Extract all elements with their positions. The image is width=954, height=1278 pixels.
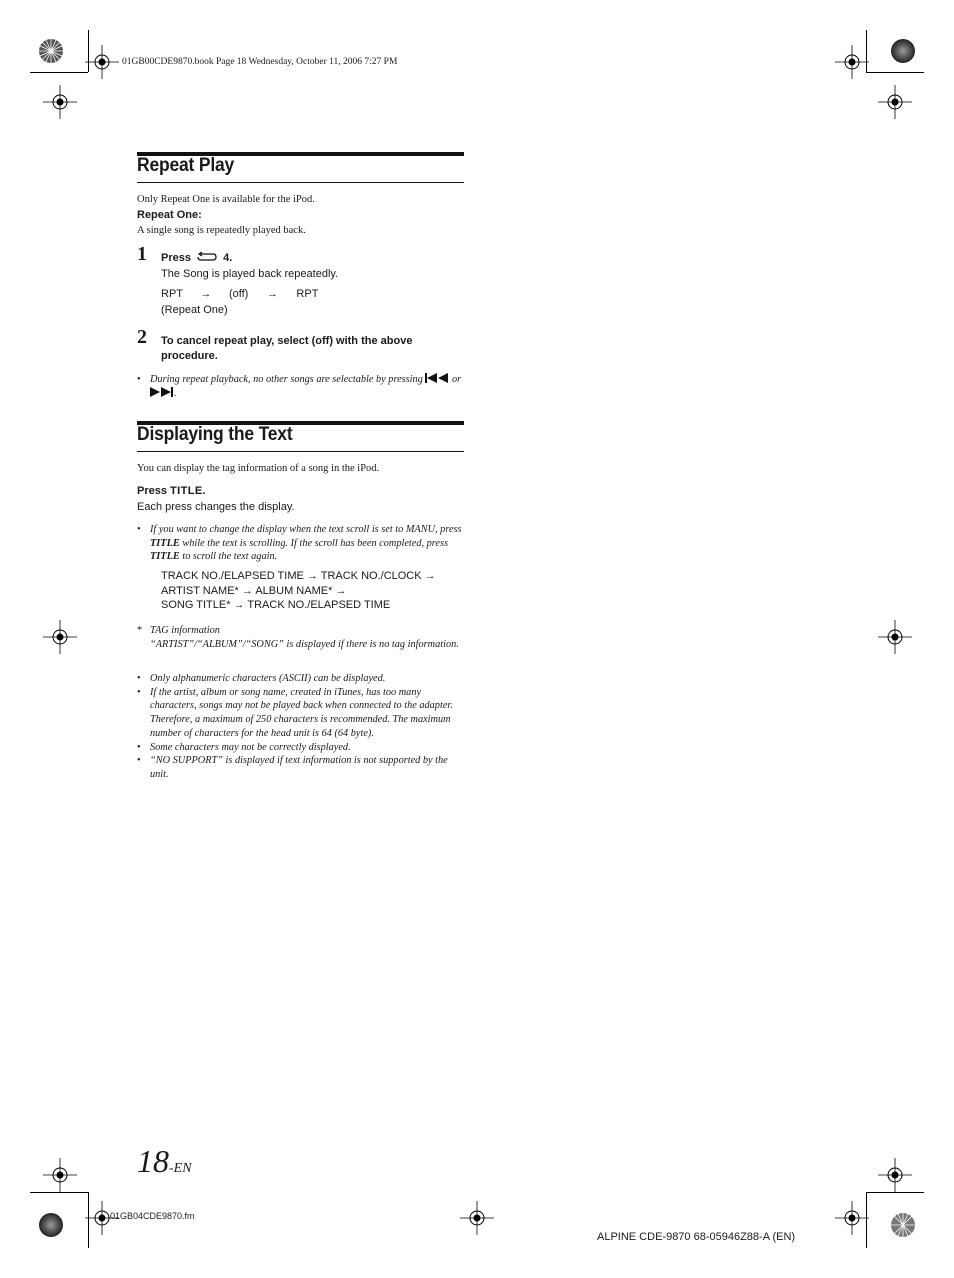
step-1-instruction [161, 251, 461, 266]
display-bullets [137, 672, 467, 782]
step-number: 2 [137, 326, 147, 348]
crosshair-mark-icon [43, 85, 77, 119]
display-intro: You can display the tag information of a song in the iPod. [137, 463, 380, 474]
title-button-label: TITLE [170, 485, 203, 497]
repeat-note-text: During repeat playback, no other songs are selectable by pressing [150, 374, 423, 385]
section-title-repeat-play: Repeat Play [137, 155, 235, 176]
flow-rpt-one: RPT [296, 288, 319, 300]
crosshair-mark-icon [878, 1158, 912, 1192]
tag-desc: “ARTIST”/“ALBUM”/“SONG” is displayed if there is no tag information. [150, 638, 459, 650]
previous-track-icon [425, 373, 449, 383]
bullet: • [137, 755, 141, 767]
press-title-instruction [137, 485, 467, 497]
button-4-label: 4. [223, 252, 233, 264]
crosshair-mark-icon [43, 620, 77, 654]
scroll-note-b: while the text is scrolling. If the scroll has been completed, press [182, 537, 448, 549]
scroll-note [137, 523, 467, 564]
starburst-mark-icon [890, 1212, 916, 1238]
flow-note: (Repeat One) [161, 304, 228, 316]
press-label: Press [137, 485, 167, 497]
page-number [137, 1143, 192, 1180]
bullet-text: If the artist, album or song name, created in iTunes, has too many characters, songs may not be played back when connected to the adapter. Therefore, a maximum of 250 characters is recommended. The maximum number of characters for the head unit is 64 (64 byte). [150, 686, 453, 739]
section-rule [137, 182, 464, 183]
starburst-mark-icon [38, 38, 64, 64]
press-label: Press [161, 252, 191, 264]
footer-model: ALPINE CDE-9870 68-05946Z88-A (EN) [597, 1231, 796, 1243]
arrow-right-icon: → [266, 288, 278, 300]
crop-mark [30, 72, 88, 73]
display-flow-line-2: ARTIST NAME* → ALBUM NAME* → [161, 585, 347, 597]
bullet: • [137, 686, 141, 698]
step-1-result: The Song is played back repeatedly. [161, 268, 339, 280]
list-item [137, 686, 467, 741]
section-rule [137, 451, 464, 452]
page-suffix: -EN [169, 1161, 192, 1176]
repeat-flow [161, 287, 318, 302]
header-file-info: 01GB00CDE9870.book Page 18 Wednesday, October 11, 2006 7:27 PM [122, 57, 398, 67]
list-item [137, 741, 467, 755]
crosshair-mark-icon [460, 1201, 494, 1235]
crosshair-mark-icon [835, 45, 869, 79]
repeat-note [137, 373, 467, 400]
bullet-text: Only alphanumeric characters (ASCII) can be displayed. [150, 673, 386, 684]
crop-mark [866, 1192, 924, 1193]
gradient-mark-icon [38, 1212, 64, 1238]
repeat-one-heading: Repeat One: [137, 209, 202, 221]
bullet-text: Some characters may not be correctly displayed. [150, 741, 351, 753]
crosshair-mark-icon [878, 620, 912, 654]
bullet-text: “NO SUPPORT” is displayed if text information is not supported by the unit. [150, 755, 448, 780]
period: . [202, 485, 206, 497]
bullet: • [137, 673, 141, 684]
scroll-note-c: to scroll the text again. [182, 551, 278, 563]
crosshair-mark-icon [835, 1201, 869, 1235]
scroll-note-a: If you want to change the display when the text scroll is set to MANU, press [150, 524, 462, 535]
crosshair-mark-icon [85, 45, 119, 79]
flow-off: (off) [228, 288, 249, 300]
bullet: • [137, 374, 141, 385]
tag-footnote [137, 624, 467, 651]
next-track-icon [150, 387, 174, 397]
crosshair-mark-icon [43, 1158, 77, 1192]
asterisk: * [137, 625, 143, 636]
page-number-value: 18 [137, 1143, 169, 1179]
crop-mark [866, 72, 924, 73]
title-word: TITLE [150, 551, 180, 563]
crosshair-mark-icon [878, 85, 912, 119]
list-item [137, 672, 467, 686]
period: . [174, 387, 177, 399]
step-2-text: To cancel repeat play, select (off) with the above procedure. [161, 335, 413, 362]
step-2-instruction [161, 334, 461, 364]
repeat-intro: Only Repeat One is available for the iPod. [137, 194, 315, 205]
arrow-right-icon: → [200, 288, 212, 300]
list-item [137, 754, 467, 781]
flow-rpt: RPT [161, 288, 183, 300]
repeat-one-desc: A single song is repeatedly played back. [137, 225, 306, 236]
or-text: or [451, 374, 462, 385]
footer-filename: 01GB04CDE9870.fm [110, 1211, 195, 1221]
section-title-displaying-text: Displaying the Text [137, 424, 293, 445]
display-flow-line-1: TRACK NO./ELAPSED TIME → TRACK NO./CLOCK → [161, 570, 436, 582]
repeat-loop-icon [196, 251, 218, 263]
crop-mark [30, 1192, 88, 1193]
gradient-mark-icon [890, 38, 916, 64]
tag-title: TAG information [150, 625, 220, 636]
each-press-text: Each press changes the display. [137, 501, 295, 513]
bullet: • [137, 524, 141, 535]
title-word: TITLE [150, 537, 180, 549]
step-number: 1 [137, 243, 147, 265]
bullet: • [137, 741, 141, 753]
display-flow-line-3: SONG TITLE* → TRACK NO./ELAPSED TIME [161, 599, 391, 611]
